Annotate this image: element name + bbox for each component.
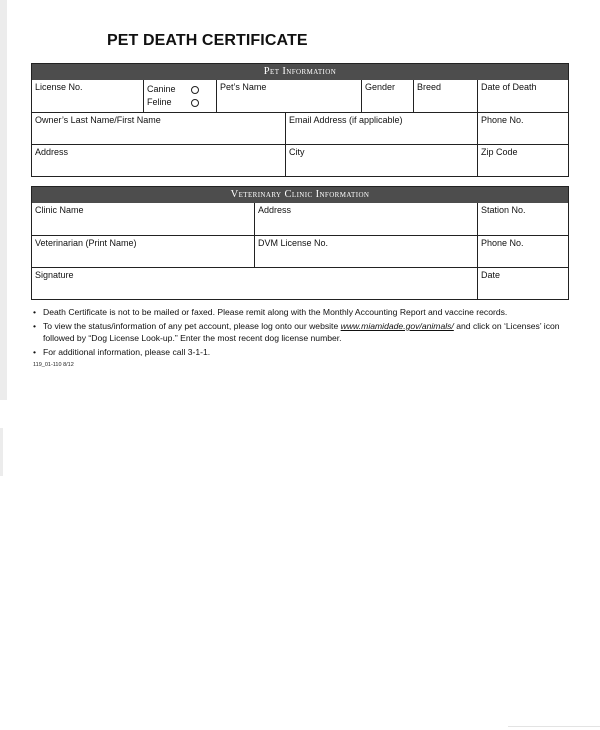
page-edge-bottom: [508, 726, 600, 727]
signature-label: Signature: [35, 270, 74, 280]
page-edge-left: [0, 0, 7, 400]
vet-clinic-section: [31, 186, 569, 300]
clinic-address-field[interactable]: [254, 203, 477, 235]
city-label: City: [289, 147, 305, 157]
bullet: •: [33, 347, 37, 357]
canine-radio[interactable]: [191, 86, 199, 94]
note-text-after-link: and click on ‘Licenses’ icon followed by “Dog License Look-up.” Enter the most recent dog license number.: [43, 321, 560, 343]
vet-info-row-3: [32, 267, 568, 299]
page-title: PET DEATH CERTIFICATE: [107, 32, 308, 49]
signature-field[interactable]: [32, 268, 477, 299]
gender-label: Gender: [365, 82, 396, 92]
note-text: For additional information, please call 3-1-1.: [43, 347, 211, 357]
feline-radio[interactable]: [191, 99, 199, 107]
license-no-field[interactable]: [32, 80, 143, 112]
species-field: [143, 80, 216, 112]
owners-name-field[interactable]: [32, 113, 285, 144]
zip-code-field[interactable]: [477, 145, 568, 176]
note-item: [33, 346, 573, 358]
vet-info-row-2: [32, 235, 568, 267]
date-of-death-field[interactable]: [477, 80, 568, 112]
pet-information-header: Pet Information: [32, 64, 568, 80]
email-field[interactable]: [285, 113, 477, 144]
note-item: [33, 306, 573, 318]
email-label: Email Address (if applicable): [289, 115, 403, 125]
pet-info-row-1: [32, 80, 568, 112]
date-of-death-label: Date of Death: [481, 82, 537, 92]
notes-section: [33, 306, 573, 360]
owners-name-label: Owner’s Last Name/First Name: [35, 115, 161, 125]
vet-clinic-header: Veterinary Clinic Information: [32, 187, 568, 203]
veterinarian-name-field[interactable]: [32, 236, 254, 267]
pets-name-field[interactable]: [216, 80, 361, 112]
owner-phone-label: Phone No.: [481, 115, 524, 125]
clinic-phone-label: Phone No.: [481, 238, 524, 248]
dvm-license-label: DVM License No.: [258, 238, 329, 248]
signature-date-field[interactable]: [477, 268, 568, 299]
bullet: •: [33, 321, 37, 331]
owner-phone-field[interactable]: [477, 113, 568, 144]
note-item: [33, 320, 573, 344]
license-no-label: License No.: [35, 82, 83, 92]
clinic-phone-field[interactable]: [477, 236, 568, 267]
owner-address-label: Address: [35, 147, 69, 157]
vet-info-row-1: [32, 203, 568, 235]
gender-field[interactable]: [361, 80, 413, 112]
station-no-field[interactable]: [477, 203, 568, 235]
note-text-before-link: To view the status/information of any pet account, please log onto our website: [43, 321, 341, 331]
clinic-name-label: Clinic Name: [35, 205, 84, 215]
dvm-license-field[interactable]: [254, 236, 477, 267]
city-field[interactable]: [285, 145, 477, 176]
zip-code-label: Zip Code: [481, 147, 518, 157]
breed-label: Breed: [417, 82, 442, 92]
clinic-address-label: Address: [258, 205, 292, 215]
pets-name-label: Pet’s Name: [220, 82, 267, 92]
form-code: 119_01-110 8/12: [33, 362, 74, 368]
station-no-label: Station No.: [481, 205, 526, 215]
clinic-name-field[interactable]: [32, 203, 254, 235]
canine-label: Canine: [147, 84, 176, 94]
note-text: Death Certificate is not to be mailed or faxed. Please remit along with the Monthly Accounting Report and vaccine records.: [43, 307, 508, 317]
pet-information-section: [31, 63, 569, 177]
pet-info-row-3: [32, 144, 568, 176]
website-link[interactable]: www.miamidade.gov/animals/: [340, 321, 454, 331]
owner-address-field[interactable]: [32, 145, 285, 176]
signature-date-label: Date: [481, 270, 501, 280]
veterinarian-name-label: Veterinarian (Print Name): [35, 238, 137, 248]
bullet: •: [33, 307, 37, 317]
feline-label: Feline: [147, 97, 172, 107]
breed-field[interactable]: [413, 80, 477, 112]
page-edge-left-lower: [0, 428, 3, 476]
pet-info-row-2: [32, 112, 568, 144]
